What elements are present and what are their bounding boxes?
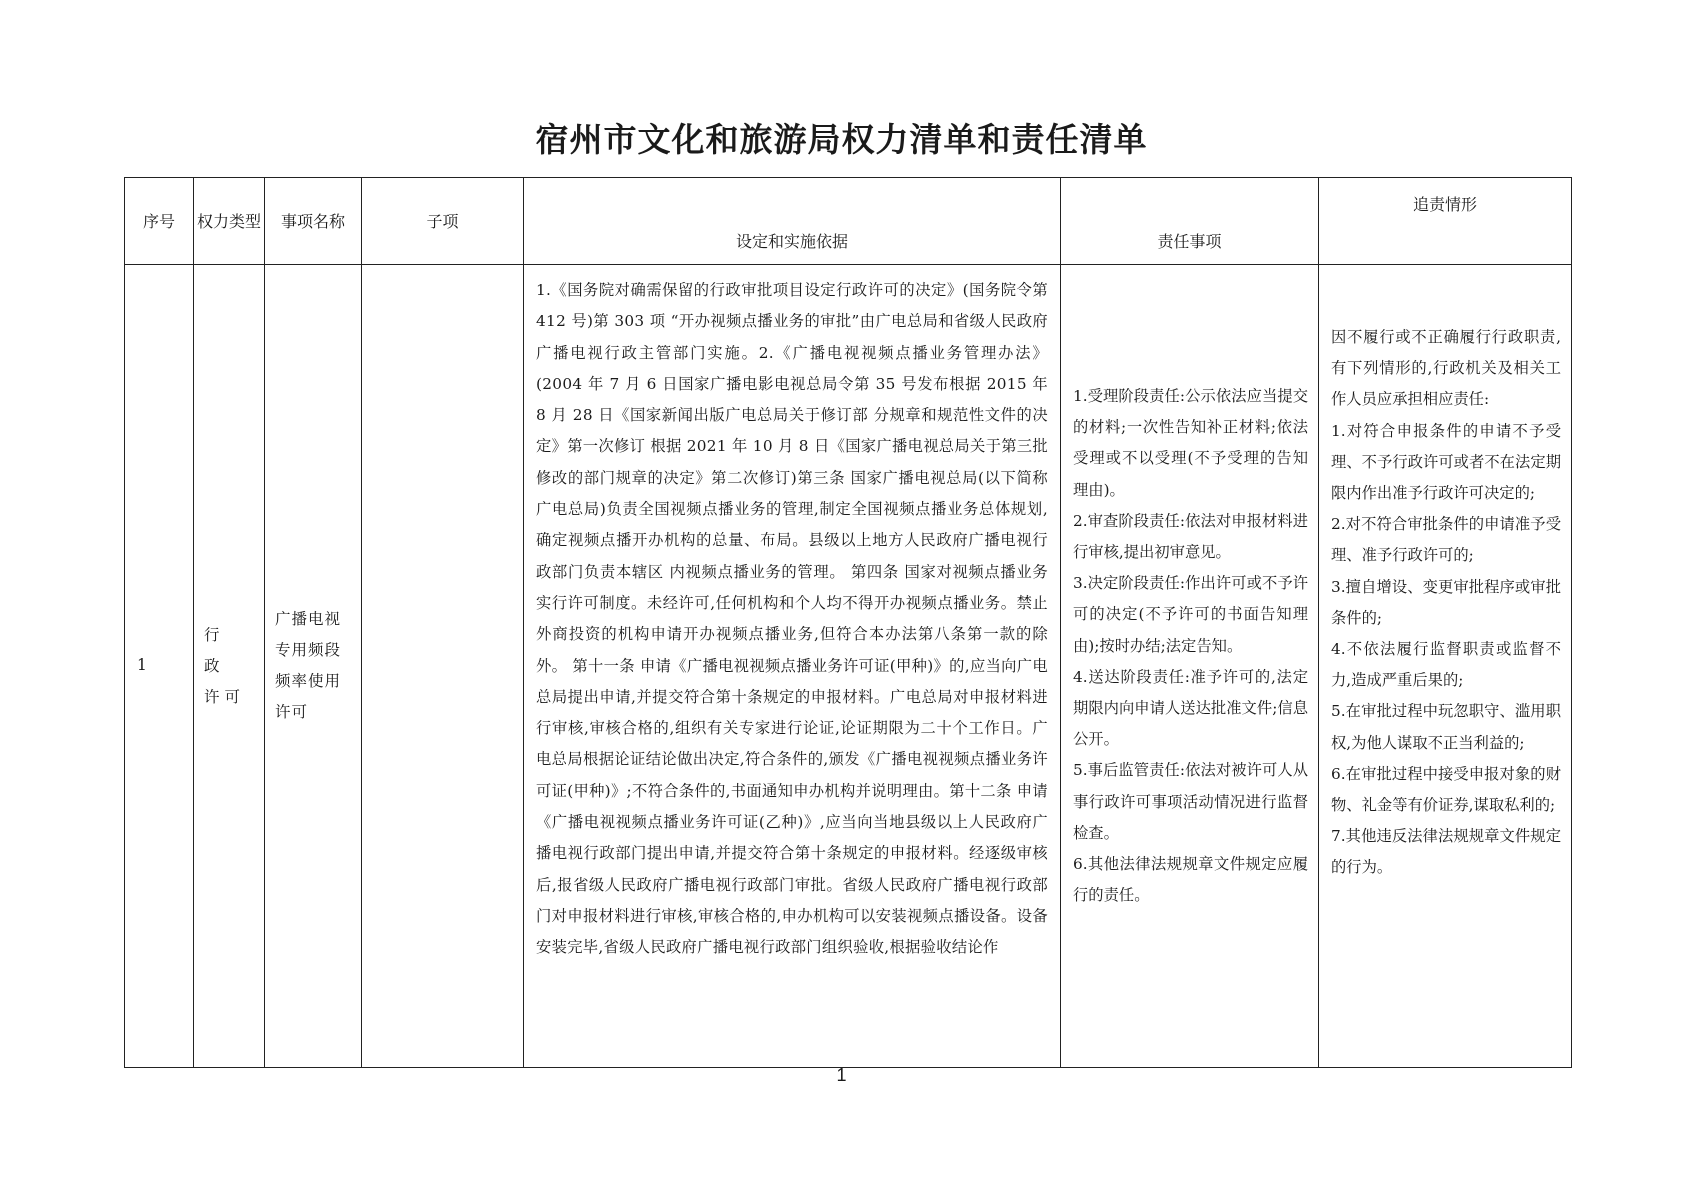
page-title: 宿州市文化和旅游局权力清单和责任清单 [535,120,1148,159]
header-item-name: 事项名称 [265,178,362,265]
header-basis: 设定和实施依据 [524,178,1061,265]
header-responsibility: 责任事项 [1061,178,1319,265]
basis-text: 1.《国务院对确需保留的行政审批项目设定行政许可的决定》(国务院令第 412 号)第 303 项 “开办视频点播业务的审批”由广电总局和省级人民政府广播电视行政主管部门实施。2.《广播电视视频点播业务管理办法》(2004 年 7 月 6 日国家广播电影电视总局令第 35 号发布根据 2015 年 8 月 28 日《国家新闻出版广电总局关于修订部 分规章和规范性文件的决定》第一次修订 根据 2021 年 10 月 8 日《国家广播电视总局关于第三批修改的部门规章的决定》第二次修订)第三条 国家广播电视总局(以下简称广电总局)负责全国视频点播业务的管理,制定全国视频点播业务总体规划,确定视频点播开办机构的总量、布局。县级以上地方人民政府广播电视行政部门负责本辖区 内视频点播业务的管理。 第四条 国家对视频点播业务实行许可制度。未经许可,任何机构和个人均不得开办视频点播业务。禁止外商投资的机构申请开办视频点播业务,但符合本办法第八条第一款的除外。 第十一条 申请《广播电视视频点播业务许可证(甲种)》的,应当向广电总局提出申请,并提交符合第十条规定的申报材料。广电总局对申报材料进行审核,审核合格的,组织有关专家进行论证,论证期限为二十个工作日。广电总局根据论证结论做出决定,符合条件的,颁发《广播电视视频点播业务许可证(甲种)》;不符合条件的,书面通知申办机构并说明理由。第十二条 申请《广播电视视频点播业务许可证(乙种)》,应当向当地县级以上人民政府广播电视行政部门提出申请,并提交符合第十条规定的申报材料。经逐级审核后,报省级人民政府广播电视行政部门审批。省级人民政府广播电视行政部门对申报材料进行审核,审核合格的,申办机构可以安装视频点播设备。设备安装完毕,省级人民政府广播电视行政部门组织验收,根据验收结论作 [536,281,1048,957]
item-name-cell [265,265,362,1068]
responsibility-item: 1.受理阶段责任:公示依法应当提交的材料;一次性告知补正材料;依法受理或不以受理(不予受理的告知理由)。 [1073,387,1308,499]
sub-item-cell [362,265,524,1068]
power-type-cell [194,265,265,1068]
header-no: 序号 [125,178,194,265]
header-accountability: 追责情形 [1319,178,1572,265]
header-power-type: 权力类型 [194,178,265,265]
responsibility-item: 2.审查阶段责任:依法对申报材料进行审核,提出初审意见。 [1073,511,1308,562]
responsibility-item: 4.送达阶段责任:准予许可的,法定期限内向申请人送达批准文件;信息公开。 [1073,667,1308,749]
accountability-cell [1319,265,1572,1068]
header-sub-item: 子项 [362,178,524,265]
table-row [125,265,1572,1068]
accountability-item: 7.其他违反法律法规规章文件规定的行为。 [1331,827,1561,877]
responsibility-item: 3.决定阶段责任:作出许可或不予许可的决定(不予许可的书面告知理由);按时办结;法定告知。 [1073,574,1308,655]
accountability-item: 4.不依法履行监督职责或监督不力,造成严重后果的; [1331,640,1561,690]
accountability-item: 5.在审批过程中玩忽职守、滥用职权,为他人谋取不正当利益的; [1331,702,1561,752]
power-responsibility-table [124,177,1572,1068]
responsibility-item: 5.事后监管责任:依法对被许可人从事行政许可事项活动情况进行监督检查。 [1073,761,1308,842]
accountability-item: 1.对符合申报条件的申请不予受理、不予行政许可或者不在法定期限内作出准予行政许可决定的; [1331,421,1561,503]
accountability-list [1319,265,1571,884]
accountability-item: 因不履行或不正确履行行政职责,有下列情形的,行政机关及相关工作人员应承担相应责任: [1331,328,1561,409]
page-number: 1 [836,1065,847,1085]
accountability-item: 3.擅自增设、变更审批程序或审批条件的; [1331,577,1561,627]
basis-cell [524,265,1061,1068]
row-no: 1 [137,656,147,675]
responsibility-item: 6.其他法律法规规章文件规定应履行的责任。 [1073,855,1308,905]
responsibility-cell [1061,265,1319,1068]
responsibility-list [1061,265,1318,911]
item-name: 广播电视专用频段频率使用许可 [275,610,342,721]
accountability-item: 6.在审批过程中接受申报对象的财物、礼金等有价证券,谋取私利的; [1331,764,1561,815]
row-no-cell [125,265,194,1068]
accountability-item: 2.对不符合审批条件的申请准予受理、准予行政许可的; [1331,515,1561,565]
power-type: 行 政 许可 [204,625,246,706]
table-header-row [125,178,1572,265]
